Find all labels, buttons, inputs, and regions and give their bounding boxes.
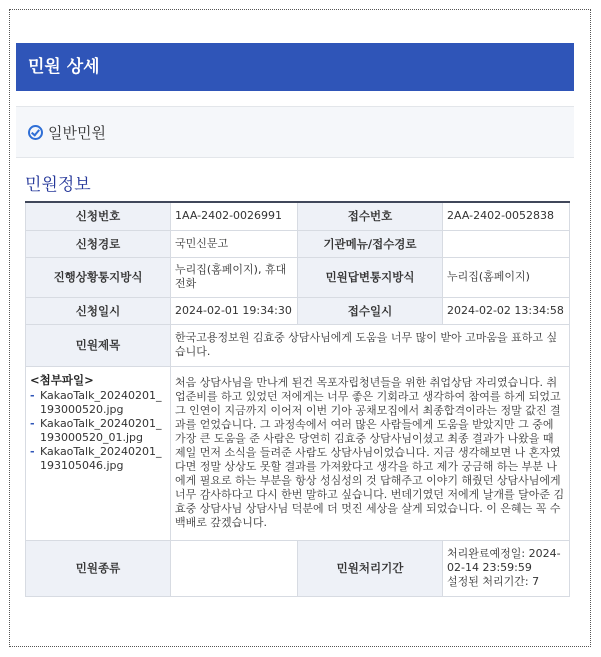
kind-label: 민원종류 <box>26 540 171 596</box>
progress-notice-label: 진행상황통지방식 <box>26 257 171 297</box>
apply-route-value: 국민신문고 <box>171 230 298 257</box>
table-row <box>26 230 570 257</box>
table-row <box>26 257 570 297</box>
agency-route-value <box>443 230 570 257</box>
section-title: 민원정보 <box>25 175 91 195</box>
subject-value: 한국고용정보원 김효중 상담사님에게 도움을 너무 많이 받아 고마움을 표하고 싶습니다. <box>171 324 570 366</box>
apply-no-label: 신청번호 <box>26 202 171 230</box>
agency-route-label: 기관메뉴/접수경로 <box>298 230 443 257</box>
table-row <box>26 324 570 366</box>
complaint-info-table <box>25 201 570 597</box>
receive-date-value: 2024-02-02 13:34:58 <box>443 297 570 324</box>
attachments-label: <첨부파일> <box>30 372 94 387</box>
apply-date-value: 2024-02-01 19:34:30 <box>171 297 298 324</box>
receive-no-value: 2AA-2402-0052838 <box>443 202 570 230</box>
receive-no-label: 접수번호 <box>298 202 443 230</box>
attachment-list <box>30 389 166 473</box>
period-label: 민원처리기간 <box>298 540 443 596</box>
attachment-link[interactable]: - KakaoTalk_20240201_193000520_01.jpg <box>30 417 166 445</box>
attachments-cell <box>26 366 171 540</box>
answer-notice-label: 민원답변통지방식 <box>298 257 443 297</box>
table-row <box>26 202 570 230</box>
check-circle-icon <box>28 125 43 140</box>
complaint-type-label: 일반민원 <box>48 123 106 142</box>
apply-date-label: 신청일시 <box>26 297 171 324</box>
apply-route-label: 신청경로 <box>26 230 171 257</box>
kind-value <box>171 540 298 596</box>
table-row <box>26 366 570 540</box>
period-value <box>443 540 570 596</box>
set-period: 설정된 처리기간: 7 <box>447 575 540 588</box>
page-title: 민원 상세 <box>16 43 574 91</box>
complaint-type-box <box>16 106 574 158</box>
subject-label: 민원제목 <box>26 324 171 366</box>
due-date: 처리완료예정일: 2024-02-14 23:59:59 <box>447 547 561 574</box>
apply-no-value: 1AA-2402-0026991 <box>171 202 298 230</box>
attachment-link[interactable]: - KakaoTalk_20240201_193105046.jpg <box>30 445 166 473</box>
progress-notice-value: 누리집(홈페이지), 휴대전화 <box>171 257 298 297</box>
receive-date-label: 접수일시 <box>298 297 443 324</box>
answer-notice-value: 누리집(홈페이지) <box>443 257 570 297</box>
attachment-link[interactable]: - KakaoTalk_20240201_193000520.jpg <box>30 389 166 417</box>
table-row <box>26 297 570 324</box>
table-row <box>26 540 570 596</box>
complaint-content: 처음 상담사님을 만나게 된건 목포자립청년들을 위한 취업상담 자리였습니다. 취업준비를 하고 있었던 저에게는 너무 좋은 기회라고 생각하여 참여를 하게 되었고 그 인연이 지금까지 이어저 이번 기아 공채모집에서 최종합격이라는 정말 값진 결과를 얻었습니다. 그 과정속에서 여러 많은 사람들에게 도움을 받았지만 그 중에 가장 큰 도움을 준 사람은 당연히 김효중 상담사님이셨고 최종 결과가 나왔을 때 제일 먼저 소식을 들려준 사람도 상담사님이었습니다. 지금 생각해보면 나 혼자였다면 정말 상상도 못할 결과를 가져왔다고 생각을 하고 제가 궁금해 하는 부분 나에게 필요로 하는 부분을 항상 성심성의 것 답해주고 이야기 해줬던 상담사님에게 너무 감사하다고 다시 한번 말하고 싶습니다. 번데기였던 저에게 날개를 달아준 김효중 상담사님 상담사님 덕분에 더 멋진 세상을 살게 되었습니다. 이 은혜는 꼭 수백배로 갚겠습니다. <box>171 366 570 540</box>
